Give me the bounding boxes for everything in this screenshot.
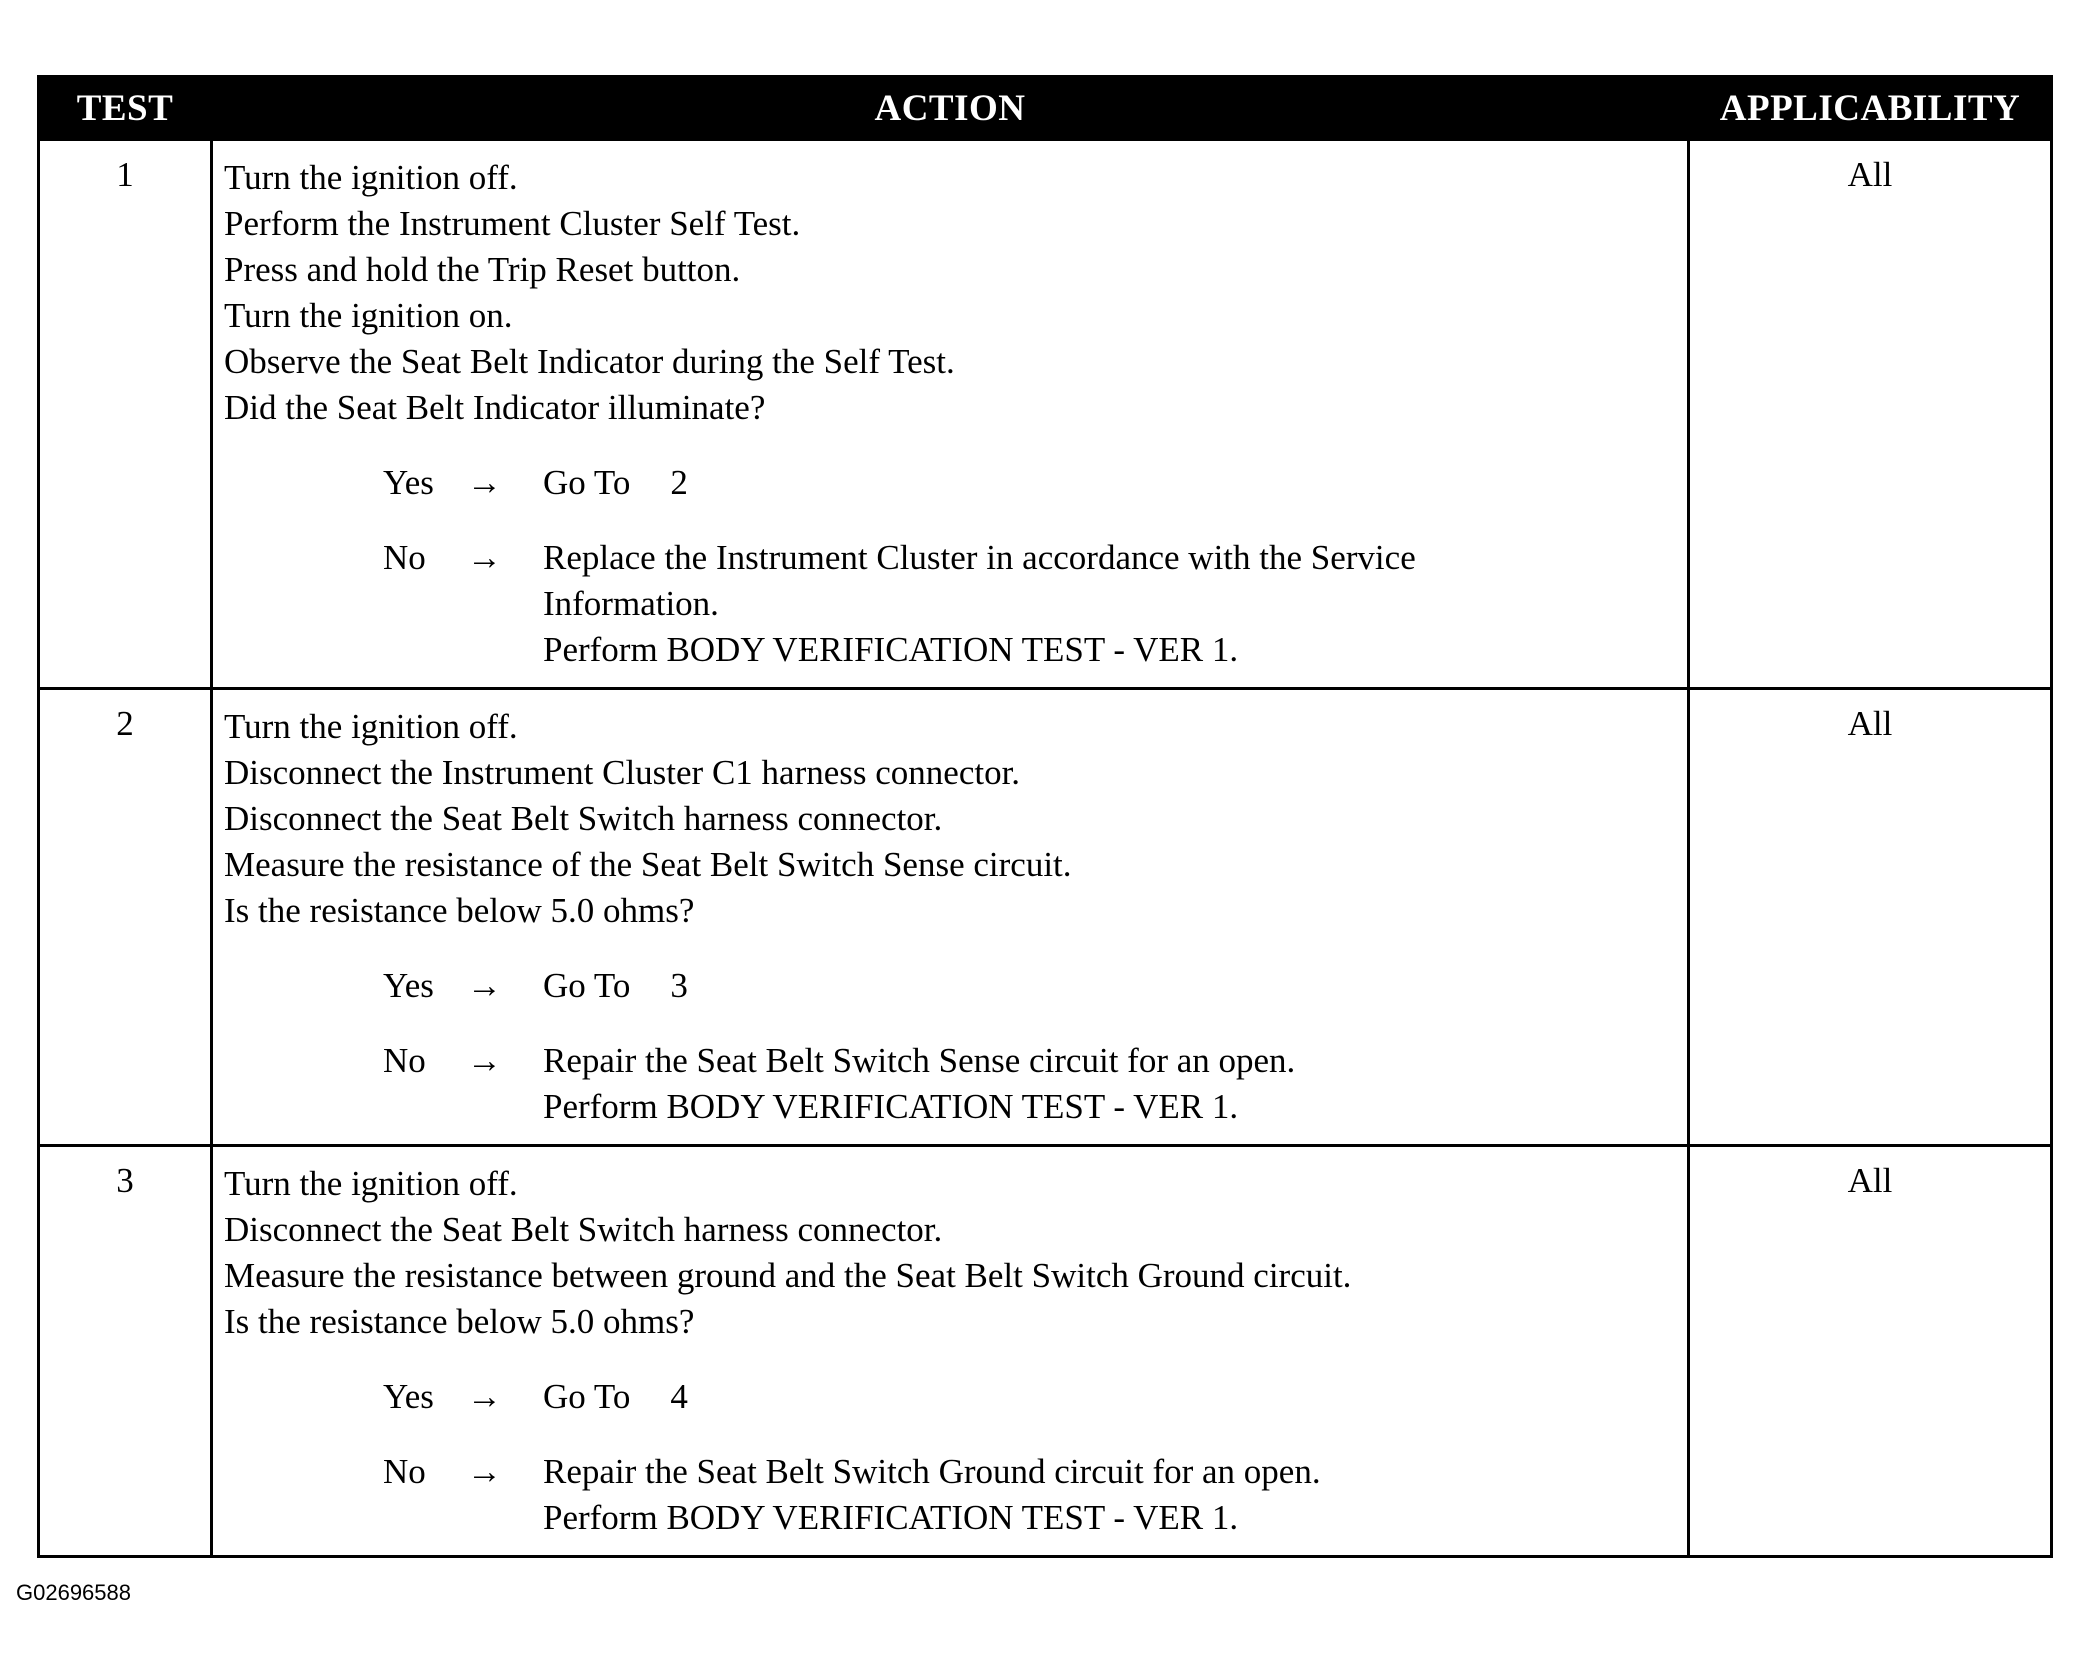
action-step: Is the resistance below 5.0 ohms? xyxy=(224,1302,695,1341)
table-header xyxy=(40,78,2050,138)
action-step: Measure the resistance of the Seat Belt Switch Sense circuit. xyxy=(224,845,1072,884)
test-number: 3 xyxy=(116,1161,134,1200)
no-result-line: Information. xyxy=(543,584,719,623)
goto-label: Go To xyxy=(543,966,631,1005)
action-step: Disconnect the Seat Belt Switch harness connector. xyxy=(224,1210,943,1249)
arrow-right-icon: → xyxy=(467,1041,502,1080)
no-result xyxy=(543,1449,1687,1541)
action-step: Turn the ignition off. xyxy=(224,1164,518,1203)
applicability-cell: All xyxy=(1687,141,2050,687)
no-label: No xyxy=(383,538,426,577)
table-row xyxy=(40,1144,2050,1555)
header-test: TEST xyxy=(76,87,174,129)
action-cell xyxy=(210,141,1687,687)
yes-result xyxy=(543,1374,1687,1420)
arrow-right-icon: → xyxy=(467,1377,502,1416)
test-number: 1 xyxy=(116,155,134,194)
action-step: Turn the ignition on. xyxy=(224,296,513,335)
action-step: Observe the Seat Belt Indicator during the Self Test. xyxy=(224,342,955,381)
yes-result xyxy=(543,460,1687,506)
figure-id: G02696588 xyxy=(16,1580,131,1605)
yes-outcome xyxy=(224,963,1687,1009)
diagnostic-test-table xyxy=(37,75,2053,1558)
yes-outcome xyxy=(224,460,1687,506)
no-result-line: Perform BODY VERIFICATION TEST - VER 1. xyxy=(543,630,1239,669)
action-step: Turn the ignition off. xyxy=(224,707,518,746)
no-result-line: Perform BODY VERIFICATION TEST - VER 1. xyxy=(543,1087,1239,1126)
yes-label: Yes xyxy=(383,966,434,1005)
action-step: Did the Seat Belt Indicator illuminate? xyxy=(224,388,766,427)
action-step: Disconnect the Instrument Cluster C1 harness connector. xyxy=(224,753,1021,792)
no-label: No xyxy=(383,1041,426,1080)
goto-label: Go To xyxy=(543,1377,631,1416)
no-outcome xyxy=(224,1038,1687,1130)
test-number: 2 xyxy=(116,704,134,743)
yes-label: Yes xyxy=(383,1377,434,1416)
goto-target: 3 xyxy=(670,966,688,1005)
no-result xyxy=(543,535,1687,673)
goto-target: 4 xyxy=(670,1377,688,1416)
no-result-line: Repair the Seat Belt Switch Sense circuit for an open. xyxy=(543,1041,1296,1080)
action-step: Disconnect the Seat Belt Switch harness connector. xyxy=(224,799,943,838)
header-applicability: APPLICABILITY xyxy=(1687,78,2050,138)
header-action: ACTION xyxy=(210,78,1687,138)
applicability-cell: All xyxy=(1687,690,2050,1144)
goto-target: 2 xyxy=(670,463,688,502)
action-step: Is the resistance below 5.0 ohms? xyxy=(224,891,695,930)
no-result-line: Repair the Seat Belt Switch Ground circuit for an open. xyxy=(543,1452,1321,1491)
no-label: No xyxy=(383,1452,426,1491)
no-outcome xyxy=(224,535,1687,673)
arrow-right-icon: → xyxy=(467,463,502,502)
table-row xyxy=(40,138,2050,687)
no-outcome xyxy=(224,1449,1687,1541)
no-result xyxy=(543,1038,1687,1130)
arrow-right-icon: → xyxy=(467,538,502,577)
no-result-line: Replace the Instrument Cluster in accordance with the Service xyxy=(543,538,1416,577)
yes-label: Yes xyxy=(383,463,434,502)
action-step: Perform the Instrument Cluster Self Test. xyxy=(224,204,801,243)
table-row xyxy=(40,687,2050,1144)
arrow-right-icon: → xyxy=(467,966,502,1005)
yes-result xyxy=(543,963,1687,1009)
action-step: Press and hold the Trip Reset button. xyxy=(224,250,741,289)
goto-label: Go To xyxy=(543,463,631,502)
action-cell xyxy=(210,1147,1687,1555)
yes-outcome xyxy=(224,1374,1687,1420)
action-step: Measure the resistance between ground and the Seat Belt Switch Ground circuit. xyxy=(224,1256,1352,1295)
action-cell xyxy=(210,690,1687,1144)
action-step: Turn the ignition off. xyxy=(224,158,518,197)
applicability-cell: All xyxy=(1687,1147,2050,1555)
no-result-line: Perform BODY VERIFICATION TEST - VER 1. xyxy=(543,1498,1239,1537)
arrow-right-icon: → xyxy=(467,1452,502,1491)
